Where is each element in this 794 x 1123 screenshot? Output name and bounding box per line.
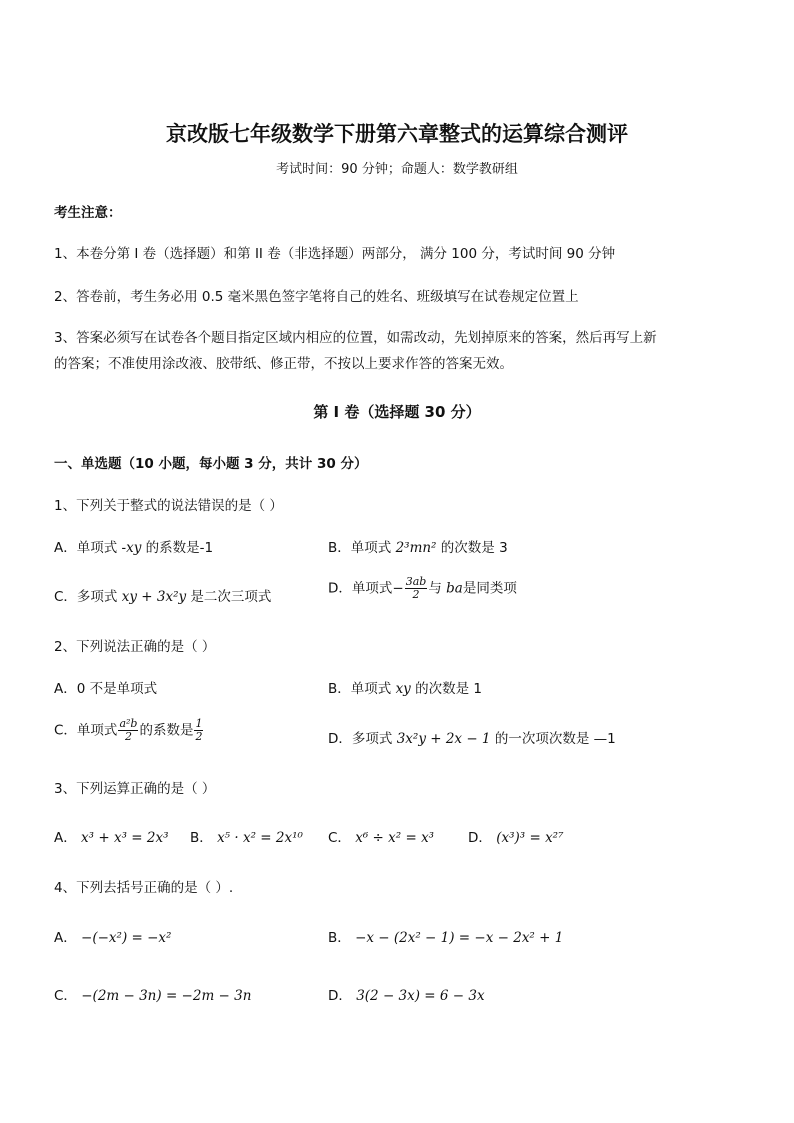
question-stem: 4、下列去括号正确的是（ ）. — [54, 880, 234, 896]
math-expression: x³ + x³ = 2x³ — [81, 830, 169, 846]
math-expression: x⁵ · x² = 2x¹⁰ — [217, 830, 303, 846]
option-b[interactable] — [328, 536, 508, 556]
option-d[interactable] — [328, 576, 517, 601]
option-a[interactable] — [54, 677, 157, 697]
option-text: 的次数是 3 — [440, 540, 508, 556]
option-text: 的一次项次数是 —1 — [494, 731, 616, 747]
option-label: D．多项式 — [328, 731, 393, 747]
math-expression: ba — [446, 580, 463, 597]
notice-item: 3、答案必须写在试卷各个题目指定区域内相应的位置，如需改动，先划掉原来的答案，然后再写上新 — [54, 330, 657, 346]
section-title: 第 I 卷（选择题 30 分） — [313, 403, 481, 421]
option-d[interactable] — [468, 826, 564, 846]
option-label: D． — [468, 830, 492, 846]
math-expression: xy + 3x²y — [121, 589, 187, 605]
math-expression: −(2m − 3n) = −2m − 3n — [81, 988, 252, 1004]
math-expression: 2³mn² — [395, 540, 437, 556]
option-label: C．单项式 — [54, 722, 118, 739]
exam-info: 考试时间：90 分钟；命题人：数学教研组 — [276, 162, 518, 177]
option-text: 的次数是 1 — [415, 681, 482, 697]
denominator: 2 — [195, 730, 203, 744]
option-text: 与 — [428, 580, 442, 597]
math-expression: 3x²y + 2x − 1 — [396, 731, 491, 747]
option-label: C． — [54, 988, 77, 1004]
option-label: A． — [54, 830, 77, 846]
fraction — [405, 576, 428, 601]
option-b[interactable] — [190, 826, 303, 846]
option-a[interactable] — [54, 826, 169, 846]
option-d[interactable] — [328, 984, 485, 1004]
numerator: 3ab — [405, 575, 427, 588]
numerator: a²b — [119, 717, 138, 730]
option-text: 的系数是 — [139, 722, 194, 739]
option-c[interactable] — [54, 984, 251, 1004]
question-stem: 2、下列说法正确的是（ ） — [54, 639, 216, 655]
option-label: C．多项式 — [54, 589, 118, 605]
option-label: B．单项式 — [328, 681, 392, 697]
option-label: B． — [328, 930, 351, 946]
numerator: 1 — [195, 717, 203, 730]
option-label: A．单项式 — [54, 540, 118, 556]
option-b[interactable] — [328, 926, 563, 946]
denominator: 2 — [412, 588, 420, 602]
fraction — [118, 718, 138, 743]
option-label: D．单项式 — [328, 580, 393, 597]
math-expression: (x³)³ = x²⁷ — [496, 830, 564, 846]
option-a[interactable] — [54, 926, 171, 946]
option-a[interactable] — [54, 536, 213, 556]
option-c[interactable] — [54, 585, 271, 605]
option-text: 是同类项 — [462, 580, 517, 597]
option-label: C． — [328, 830, 351, 846]
option-label: A． — [54, 930, 77, 946]
option-b[interactable] — [328, 677, 482, 697]
minus-sign: − — [392, 580, 404, 597]
notice-item: 1、本卷分第 I 卷（选择题）和第 II 卷（非选择题）两部分， 满分 100 分，考试时间 90 分钟 — [54, 246, 616, 262]
notice-item: 的答案；不准使用涂改液、胶带纸、修正带，不按以上要求作答的答案无效。 — [54, 356, 513, 372]
option-c[interactable] — [328, 826, 434, 846]
denominator: 2 — [124, 730, 132, 744]
option-label: B． — [190, 830, 213, 846]
part-heading: 一、单选题（10 小题，每小题 3 分，共计 30 分） — [54, 456, 368, 472]
option-text: A．0 不是单项式 — [54, 681, 158, 697]
fraction — [194, 718, 203, 743]
page-title: 京改版七年级数学下册第六章整式的运算综合测评 — [166, 121, 628, 146]
notice-item: 2、答卷前，考生务必用 0.5 毫米黑色签字笔将自己的姓名、班级填写在试卷规定位置上 — [54, 289, 579, 305]
math-expression: −x − (2x² − 1) = −x − 2x² + 1 — [355, 930, 564, 946]
math-expression: 3(2 − 3x) = 6 − 3x — [356, 988, 485, 1004]
question-stem: 1、下列关于整式的说法错误的是（ ） — [54, 498, 283, 514]
option-text: 的系数是-1 — [145, 540, 214, 556]
notice-heading: 考生注意： — [54, 205, 122, 221]
math-expression: −(−x²) = −x² — [81, 930, 172, 946]
option-c[interactable] — [54, 718, 204, 743]
option-text: 是二次三项式 — [190, 589, 272, 605]
math-expression: xy — [395, 681, 411, 697]
option-d[interactable] — [328, 727, 616, 747]
option-label: D． — [328, 988, 352, 1004]
option-label: B．单项式 — [328, 540, 392, 556]
math-expression: x⁶ ÷ x² = x³ — [355, 830, 435, 846]
math-expression: -xy — [121, 540, 142, 556]
question-stem: 3、下列运算正确的是（ ） — [54, 781, 216, 797]
